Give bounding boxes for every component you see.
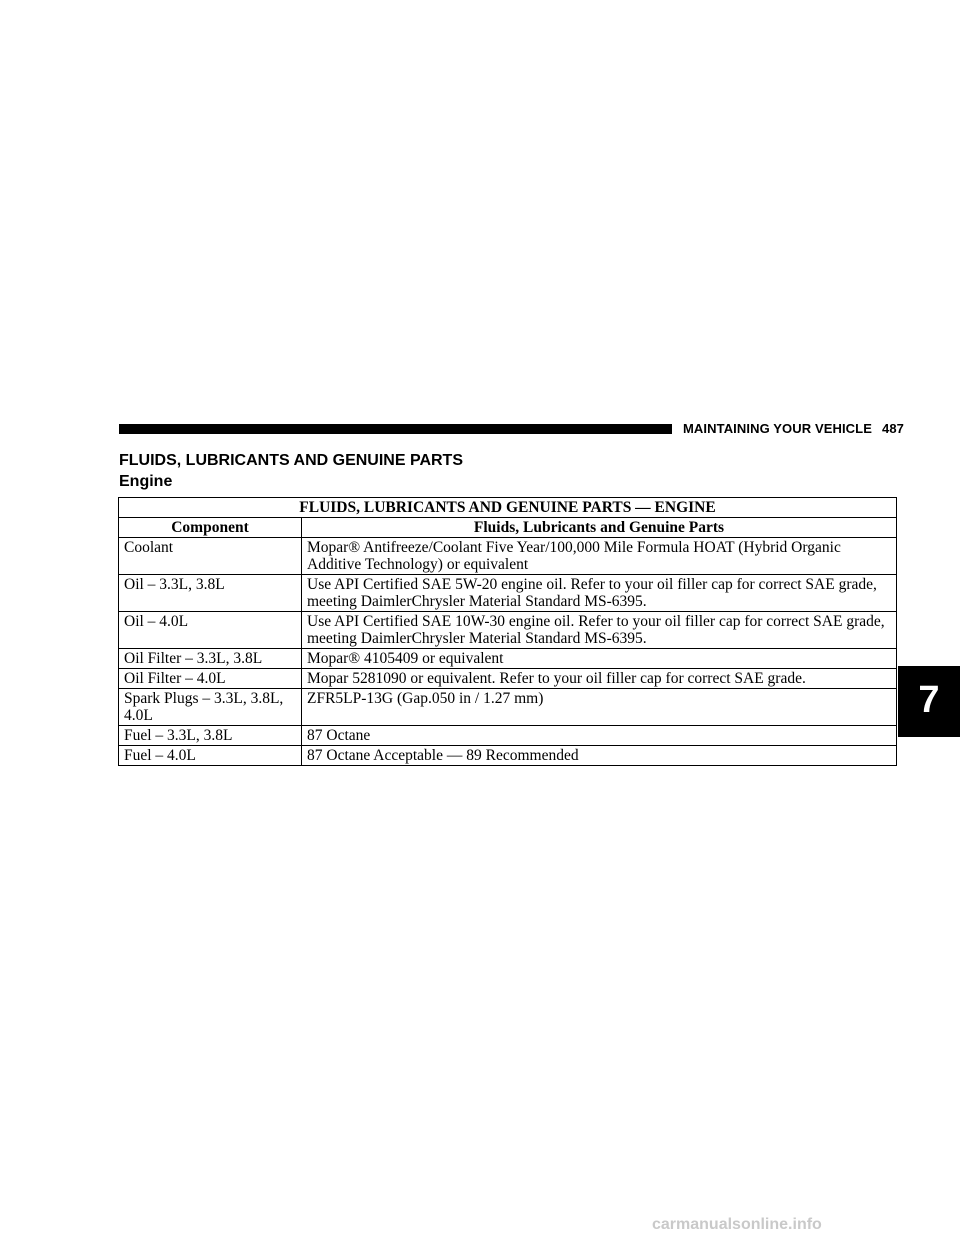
parts-cell: 87 Octane [302, 726, 897, 746]
component-cell: Oil Filter – 4.0L [119, 669, 302, 689]
watermark-text: carmanualsonline.info [652, 1216, 822, 1233]
page-title: FLUIDS, LUBRICANTS AND GENUINE PARTS [119, 452, 463, 469]
table-row [119, 538, 897, 575]
parts-cell: Mopar® 4105409 or equivalent [302, 649, 897, 669]
running-header [683, 421, 904, 436]
chapter-number: 7 [918, 679, 940, 721]
component-cell: Fuel – 3.3L, 3.8L [119, 726, 302, 746]
column-header-parts: Fluids, Lubricants and Genuine Parts [302, 518, 897, 538]
page-number: 487 [881, 421, 904, 436]
table-row [119, 746, 897, 766]
parts-cell: Use API Certified SAE 5W-20 engine oil. Refer to your oil filler cap for correct SAE grade, meeting DaimlerChrysler Material Standard MS-6395. [302, 575, 897, 612]
table-row [119, 726, 897, 746]
section-name: MAINTAINING YOUR VEHICLE [683, 421, 872, 436]
section-subtitle: Engine [119, 473, 173, 490]
table-row [119, 575, 897, 612]
table-row [119, 689, 897, 726]
component-cell: Oil Filter – 3.3L, 3.8L [119, 649, 302, 669]
column-header-component: Component [119, 518, 302, 538]
component-cell: Spark Plugs – 3.3L, 3.8L, 4.0L [119, 689, 302, 726]
table-caption-row [119, 498, 897, 518]
component-cell: Oil – 4.0L [119, 612, 302, 649]
chapter-tab [898, 666, 960, 737]
table-caption: FLUIDS, LUBRICANTS AND GENUINE PARTS — ENGINE [119, 498, 897, 518]
component-cell: Oil – 3.3L, 3.8L [119, 575, 302, 612]
table-row [119, 649, 897, 669]
component-cell: Fuel – 4.0L [119, 746, 302, 766]
parts-cell: Mopar 5281090 or equivalent. Refer to your oil filler cap for correct SAE grade. [302, 669, 897, 689]
table-header-row [119, 518, 897, 538]
header-rule [119, 424, 672, 434]
parts-cell: Mopar® Antifreeze/Coolant Five Year/100,000 Mile Formula HOAT (Hybrid Organic Additive Technology) or equivalent [302, 538, 897, 575]
component-cell: Coolant [119, 538, 302, 575]
parts-cell: 87 Octane Acceptable — 89 Recommended [302, 746, 897, 766]
parts-cell: Use API Certified SAE 10W-30 engine oil. Refer to your oil filler cap for correct SAE grade, meeting DaimlerChrysler Material Standard MS-6395. [302, 612, 897, 649]
table-row [119, 612, 897, 649]
parts-cell: ZFR5LP-13G (Gap.050 in / 1.27 mm) [302, 689, 897, 726]
fluids-table [118, 497, 897, 766]
table-row [119, 669, 897, 689]
